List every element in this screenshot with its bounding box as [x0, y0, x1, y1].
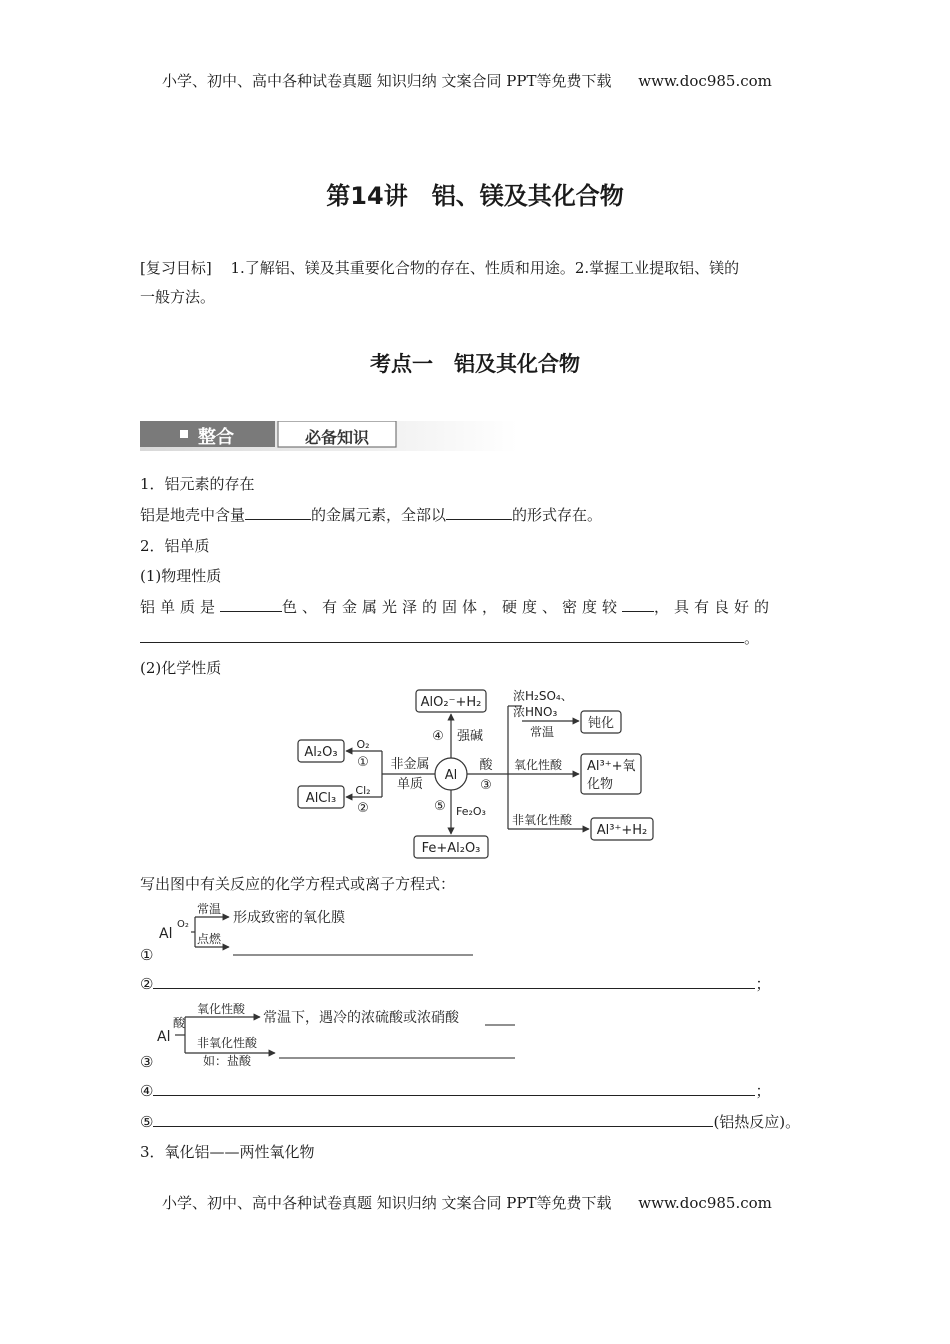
left-top-box-label: Al₂O₃: [304, 745, 338, 760]
right-num: ③: [480, 778, 492, 793]
bottom-num: ⑤: [434, 799, 446, 814]
center-label: Al: [444, 768, 458, 783]
phys-text-c: ，具有良好的: [654, 598, 775, 616]
item3-heading: 3．氧化铝——两性氧化物: [140, 1143, 315, 1161]
eq3-al: Al: [157, 1029, 171, 1045]
left-label-1: 非金属: [390, 757, 430, 772]
blank-small[interactable]: [622, 597, 654, 612]
item1-text-b: 的金属元素，全部以: [311, 506, 447, 524]
eq3-acid: 酸: [173, 1016, 186, 1030]
phys-line2: [140, 628, 759, 648]
section-title: 考点一 铝及其化合物: [370, 352, 580, 376]
answer-5-tail: (铝热反应)。: [713, 1113, 801, 1131]
blank-conductivity[interactable]: [140, 628, 744, 643]
phys-text-b: 色、有金属光泽的固体，硬度、密度较: [282, 598, 623, 616]
left-bot-num: ②: [357, 801, 369, 816]
review-goals: [140, 258, 739, 278]
phys-end: 。: [744, 629, 760, 647]
bottom-box-label: Fe+Al₂O₃: [421, 841, 481, 856]
item2-heading: 2．铝单质: [140, 537, 210, 555]
top-box-label: AlO₂⁻+H₂: [420, 695, 482, 710]
r1-box-label: 钝化: [587, 716, 615, 731]
bottom-cond: Fe₂O₃: [456, 805, 486, 818]
chem-heading: (2)化学性质: [140, 659, 222, 677]
answer-5: [140, 1112, 800, 1132]
item1-text-a: 铝是地壳中含量: [140, 506, 246, 524]
r3-cond: 非氧化性酸: [512, 813, 573, 827]
r1-cond-3: 常温: [530, 725, 555, 739]
top-cond: 强碱: [456, 729, 484, 744]
header-text: 小学、初中、高中各种试卷真题 知识归纳 文案合同 PPT等免费下载: [162, 72, 612, 90]
answer-4: [140, 1081, 770, 1101]
r2-box-line1: Al³⁺+氧: [587, 759, 636, 774]
eq3-cond-top: 氧化性酸: [197, 1003, 246, 1016]
r2-box-line2: 化物: [587, 777, 614, 792]
left-label-2: 单质: [396, 777, 424, 792]
footer-text: 小学、初中、高中各种试卷真题 知识归纳 文案合同 PPT等免费下载: [162, 1194, 612, 1212]
r2-cond: 氧化性酸: [514, 758, 563, 772]
left-top-cond: O₂: [356, 738, 370, 751]
left-bot-cond: Cl₂: [355, 784, 371, 797]
page-header: [162, 70, 772, 91]
r1-cond-2: 浓HNO₃: [513, 705, 558, 719]
right-label: 酸: [479, 758, 493, 773]
review-label: [复习目标]: [140, 259, 212, 277]
answer-4-num: ④: [140, 1082, 154, 1100]
answer-2-line[interactable]: [153, 974, 755, 989]
eq3-result-top: 常温下，遇冷的浓硫酸或浓硝酸: [263, 1010, 459, 1026]
eq1-o2: O₂: [177, 919, 189, 930]
eq3-cond-bottom-2: 如：盐酸: [203, 1054, 252, 1068]
review-line2: 一般方法。: [140, 288, 216, 306]
page-title: 第14讲 铝、镁及其化合物: [326, 182, 624, 210]
item1-heading: 1．铝元素的存在: [140, 475, 255, 493]
answer-2-num: ②: [140, 975, 154, 993]
phys-text-a: 铝单质是: [140, 598, 221, 616]
left-top-num: ①: [357, 755, 369, 770]
eq3-scheme: [155, 1003, 525, 1069]
eq3-cond-bottom: 非氧化性酸: [197, 1036, 258, 1050]
footer-site: www.doc985.com: [638, 1194, 772, 1212]
blank-form[interactable]: [446, 505, 512, 520]
phys-heading: (1)物理性质: [140, 567, 222, 585]
r1-cond-1: 浓H₂SO₄、: [513, 689, 573, 703]
reaction-diagram: [290, 684, 670, 860]
review-line1: 1.了解铝、镁及其重要化合物的存在、性质和用途。2.掌握工业提取铝、镁的: [230, 259, 740, 277]
write-prompt: 写出图中有关反应的化学方程式或离子方程式：: [140, 875, 456, 893]
item1-text-c: 的形式存在。: [512, 506, 603, 524]
item1-text: [140, 505, 602, 525]
answer-4-line[interactable]: [153, 1081, 755, 1096]
answer-3-num: ③: [140, 1053, 154, 1071]
answer-1-num: ①: [140, 946, 154, 964]
banner-left-label: 整合: [198, 427, 234, 448]
answer-5-line[interactable]: [153, 1112, 713, 1127]
eq1-al: Al: [159, 926, 173, 942]
answer-2: [140, 974, 770, 994]
left-bot-box-label: AlCl₃: [305, 791, 337, 806]
blank-content[interactable]: [245, 505, 311, 520]
eq1-result-top: 形成致密的氧化膜: [233, 910, 345, 926]
answer-4-semicolon: ；: [755, 1082, 771, 1100]
banner: [140, 421, 518, 451]
eq1-scheme: [155, 900, 495, 960]
top-num: ④: [432, 729, 444, 744]
eq1-cond-bottom: 点燃: [197, 932, 222, 946]
eq1-cond-top: 常温: [197, 902, 222, 916]
banner-right-label: 必备知识: [305, 428, 370, 447]
phys-text: [140, 597, 774, 617]
answer-5-num: ⑤: [140, 1113, 154, 1131]
r3-box-label: Al³⁺+H₂: [596, 823, 648, 838]
answer-2-semicolon: ；: [755, 975, 771, 993]
page-footer: [162, 1192, 772, 1213]
header-site: www.doc985.com: [638, 72, 772, 90]
blank-color[interactable]: [220, 597, 282, 612]
